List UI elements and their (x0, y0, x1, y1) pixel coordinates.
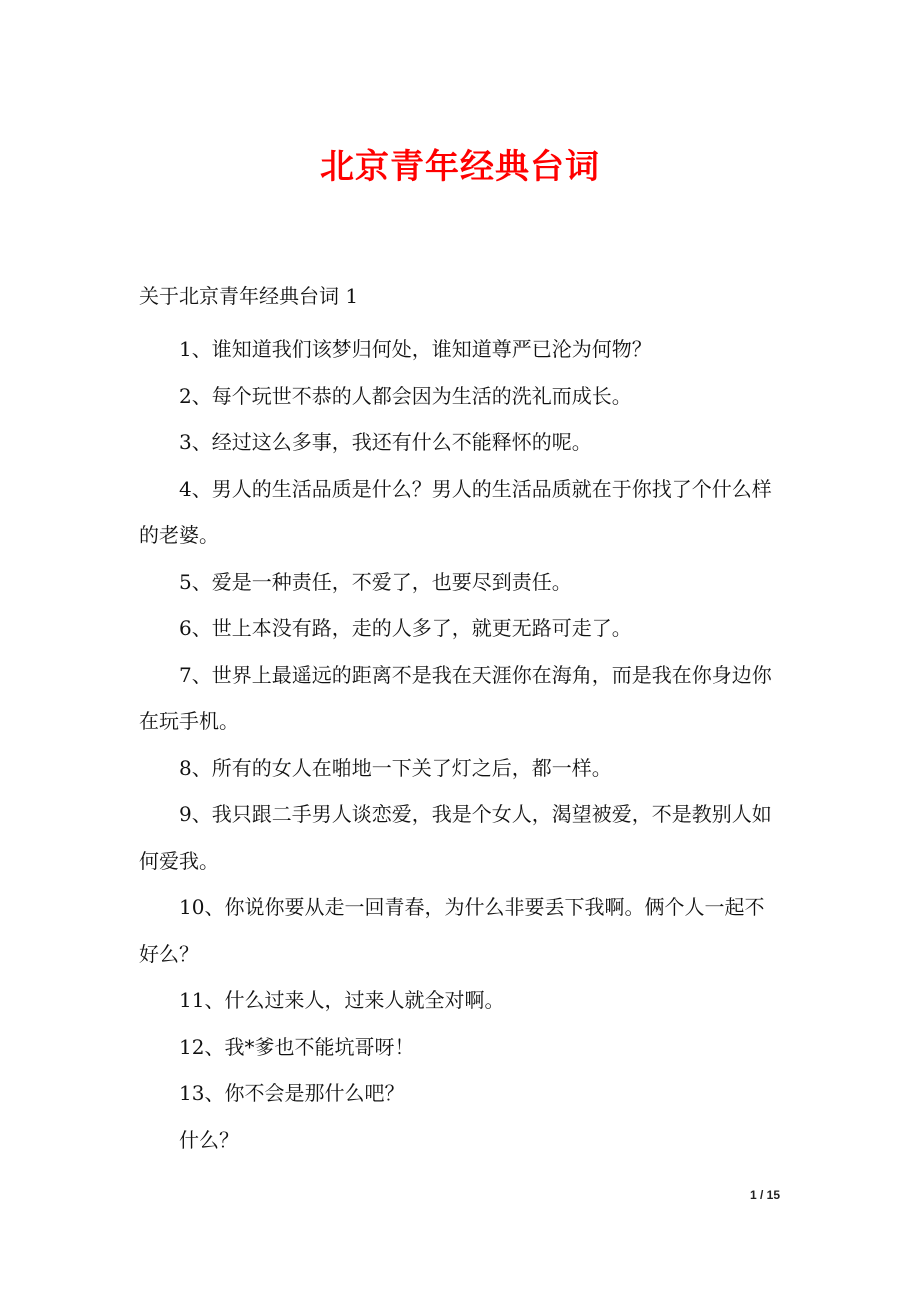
document-body (139, 326, 784, 1163)
paragraph-11: 11、什么过来人，过来人就全对啊。 (179, 988, 505, 1012)
paragraph-14: 什么？ (179, 1127, 239, 1152)
paragraph-8: 8、所有的女人在啪地一下关了灯之后，都一样。 (179, 755, 612, 780)
paragraph-2: 2、每个玩世不恭的人都会因为生活的洗礼而成长。 (179, 383, 632, 408)
paragraph-9: 9、我只跟二手男人谈恋爱，我是个女人，渴望被爱，不是教别人如何爱我。 (139, 802, 772, 873)
paragraph-4: 4、男人的生活品质是什么？男人的生活品质就在于你找了个什么样的老婆。 (139, 476, 772, 547)
document-title: 北京青年经典台词 (320, 147, 600, 187)
paragraph-13: 13、你不会是那什么吧？ (179, 1081, 405, 1105)
section-heading: 关于北京青年经典台词 1 (139, 284, 359, 308)
paragraph-1: 1、谁知道我们该梦归何处，谁知道尊严已沦为何物？ (179, 337, 652, 361)
paragraph-7: 7、世界上最遥远的距离不是我在天涯你在海角，而是我在你身边你在玩手机。 (139, 662, 772, 733)
paragraph-12: 12、我*爹也不能坑哥呀！ (179, 1034, 415, 1059)
paragraph-6: 6、世上本没有路，走的人多了，就更无路可走了。 (179, 616, 632, 640)
page-number: 1 / 15 (749, 1188, 780, 1202)
paragraph-5: 5、爱是一种责任，不爱了，也要尽到责任。 (179, 569, 572, 594)
paragraph-3: 3、经过这么多事，我还有什么不能释怀的呢。 (179, 430, 592, 454)
paragraph-10: 10、你说你要从走一回青春，为什么非要丢下我啊。俩个人一起不好么？ (139, 895, 765, 966)
